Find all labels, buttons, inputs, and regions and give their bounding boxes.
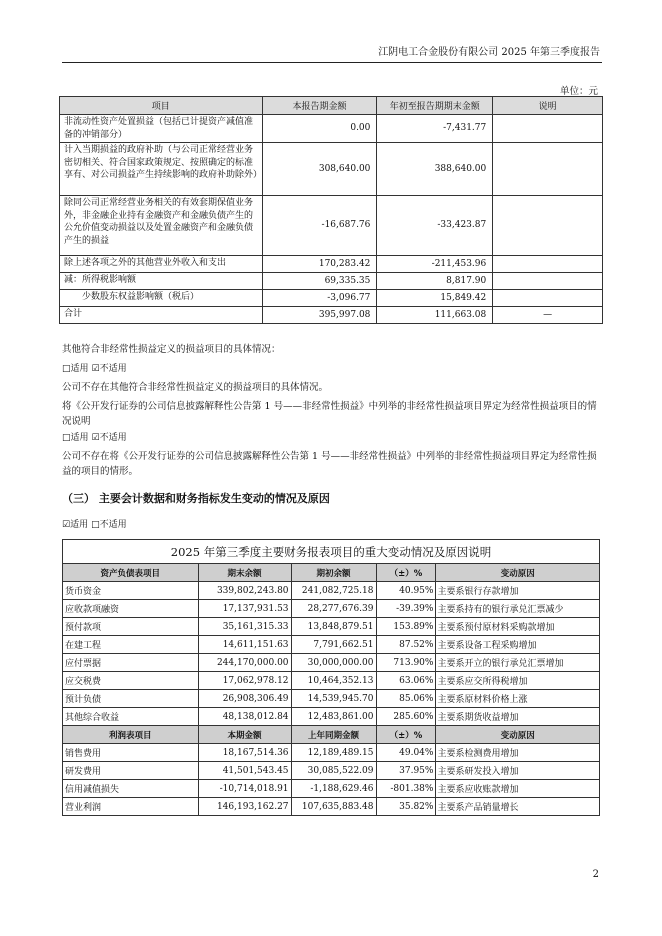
table-row xyxy=(60,273,603,290)
row-item: 在建工程 xyxy=(63,636,199,654)
column-header: 资产负债表项目 xyxy=(63,564,199,582)
table-caption-row xyxy=(63,540,600,564)
income-header-row xyxy=(63,726,600,744)
row-note xyxy=(493,290,603,307)
row-pct: 49.04% xyxy=(376,744,436,762)
table-row xyxy=(63,762,600,780)
row-begin: 28,277,676.39 xyxy=(291,600,376,618)
checkbox-not-applicable: ☑不适用 xyxy=(91,364,127,374)
row-current: 170,283.42 xyxy=(262,256,377,273)
row-ytd: -7,431.77 xyxy=(377,115,493,143)
table-row xyxy=(60,115,603,143)
row-item: 计入当期损益的政府补助（与公司正常经营业务密切相关、符合国家政策规定、按照确定的标准享有、对公司损益产生持续影响的政府补助除外） xyxy=(60,143,263,196)
applicability-choice xyxy=(62,361,602,377)
table-row xyxy=(63,582,600,600)
row-current: 18,167,514.36 xyxy=(198,744,291,762)
column-header: 期末余额 xyxy=(198,564,291,582)
table-row xyxy=(63,672,600,690)
row-reason: 主要系应收账款增加 xyxy=(436,780,600,798)
column-header: 利润表项目 xyxy=(63,726,199,744)
row-pct: 37.95% xyxy=(376,762,436,780)
row-note xyxy=(493,273,603,290)
applicability-choice xyxy=(62,430,602,446)
row-prior: 107,635,883.48 xyxy=(291,798,376,816)
row-pct: 713.90% xyxy=(376,654,436,672)
row-current: -16,687.76 xyxy=(262,196,377,256)
row-reason: 主要系产品销量增长 xyxy=(436,798,600,816)
checkbox-applicable: □适用 xyxy=(62,433,89,443)
column-header: 本期金额 xyxy=(198,726,291,744)
row-reason: 主要系应交所得税增加 xyxy=(436,672,600,690)
section-heading: （三） 主要会计数据和财务指标发生变动的情况及原因 xyxy=(62,492,330,505)
row-reason: 主要系开立的银行承兑汇票增加 xyxy=(436,654,600,672)
row-reason: 主要系期货收益增加 xyxy=(436,708,600,726)
row-note xyxy=(493,115,603,143)
major-changes-table xyxy=(62,539,600,816)
row-reason: 主要系银行存款增加 xyxy=(436,582,600,600)
table-row xyxy=(63,654,600,672)
table-row xyxy=(63,618,600,636)
row-current: -10,714,018.91 xyxy=(198,780,291,798)
row-begin: 14,539,945.70 xyxy=(291,690,376,708)
row-begin: 13,848,879.51 xyxy=(291,618,376,636)
row-begin: 241,082,725.18 xyxy=(291,582,376,600)
row-prior: -1,188,629.46 xyxy=(291,780,376,798)
row-item: 营业利润 xyxy=(63,798,199,816)
row-prior: 30,085,522.09 xyxy=(291,762,376,780)
row-pct: 63.06% xyxy=(376,672,436,690)
section-applicability xyxy=(62,517,602,533)
row-reason: 主要系预付原材料采购款增加 xyxy=(436,618,600,636)
row-item: 合计 xyxy=(60,307,263,324)
row-reason: 主要系原材料价格上涨 xyxy=(436,690,600,708)
page-number: 2 xyxy=(592,869,599,880)
balance-header-row xyxy=(63,564,600,582)
row-pct: -39.39% xyxy=(376,600,436,618)
column-header: 年初至报告期期末金额 xyxy=(377,97,493,115)
column-header: 期初余额 xyxy=(291,564,376,582)
row-reason: 主要系检测费用增加 xyxy=(436,744,600,762)
row-ytd: -33,423.87 xyxy=(377,196,493,256)
row-prior: 12,189,489.15 xyxy=(291,744,376,762)
row-item: 应交税费 xyxy=(63,672,199,690)
row-item: 少数股东权益影响额（税后） xyxy=(60,290,263,307)
table-row xyxy=(60,256,603,273)
row-end: 48,138,012.84 xyxy=(198,708,291,726)
table-row xyxy=(63,708,600,726)
row-note: — xyxy=(493,307,603,324)
row-item: 减：所得税影响额 xyxy=(60,273,263,290)
paragraph-other-items: 其他符合非经常性损益定义的损益项目的具体情况： xyxy=(62,344,281,355)
unit-label: 单位：元 xyxy=(559,86,598,97)
table-row xyxy=(60,290,603,307)
column-header: 项目 xyxy=(60,97,263,115)
row-ytd: 15,849.42 xyxy=(377,290,493,307)
row-reason: 主要系持有的银行承兑汇票减少 xyxy=(436,600,600,618)
checkbox-applicable: ☑适用 xyxy=(62,520,89,530)
row-item: 应付票据 xyxy=(63,654,199,672)
row-ytd: -211,453.96 xyxy=(377,256,493,273)
row-current: -3,096.77 xyxy=(262,290,377,307)
row-begin: 30,000,000.00 xyxy=(291,654,376,672)
checkbox-not-applicable: ☑不适用 xyxy=(91,433,127,443)
column-header: 本报告期金额 xyxy=(262,97,377,115)
report-header-title: 江阴电工合金股份有限公司 2025 年第三季度报告 xyxy=(378,47,600,58)
row-item: 销售费用 xyxy=(63,744,199,762)
row-reason: 主要系设备工程采购增加 xyxy=(436,636,600,654)
row-end: 244,170,000.00 xyxy=(198,654,291,672)
table-row xyxy=(63,600,600,618)
paragraph-reclassification-statement: 公司不存在将《公开发行证券的公司信息披露解释性公告第 1 号——非经常性损益》中列举的非经常性损益项目界定为经常性损益的项目的情形。 xyxy=(62,451,597,477)
row-begin: 12,483,861.00 xyxy=(291,708,376,726)
row-item: 除上述各项之外的其他营业外收入和支出 xyxy=(60,256,263,273)
row-note xyxy=(493,196,603,256)
row-pct: 35.82% xyxy=(376,798,436,816)
row-item: 预付款项 xyxy=(63,618,199,636)
row-current: 69,335.35 xyxy=(262,273,377,290)
checkbox-not-applicable: □不适用 xyxy=(91,520,127,530)
row-current: 395,997.08 xyxy=(262,307,377,324)
column-header: （±）% xyxy=(376,726,436,744)
row-pct: 153.89% xyxy=(376,618,436,636)
header-divider xyxy=(62,62,602,63)
row-item: 预计负债 xyxy=(63,690,199,708)
column-header: 变动原因 xyxy=(436,726,600,744)
paragraph-statement: 公司不存在其他符合非经常性损益定义的损益项目的具体情况。 xyxy=(62,382,329,393)
row-current: 41,501,543.45 xyxy=(198,762,291,780)
row-begin: 10,464,352.13 xyxy=(291,672,376,690)
row-end: 14,611,151.63 xyxy=(198,636,291,654)
row-current: 0.00 xyxy=(262,115,377,143)
row-note xyxy=(493,143,603,196)
paragraph-reclassification: 将《公开发行证券的公司信息披露解释性公告第 1 号——非经常性损益》中列举的非经常性损益项目界定为经常性损益项目的情况说明 xyxy=(62,401,597,427)
row-ytd: 8,817.90 xyxy=(377,273,493,290)
column-header: （±）% xyxy=(376,564,436,582)
row-pct: 40.95% xyxy=(376,582,436,600)
non-recurring-gains-table xyxy=(59,96,603,324)
table-row xyxy=(63,744,600,762)
row-ytd: 388,640.00 xyxy=(377,143,493,196)
row-pct: 85.06% xyxy=(376,690,436,708)
column-header: 变动原因 xyxy=(436,564,600,582)
row-item: 货币资金 xyxy=(63,582,199,600)
table-header-row xyxy=(60,97,603,115)
table-row xyxy=(60,196,603,256)
row-end: 35,161,315.33 xyxy=(198,618,291,636)
row-begin: 7,791,662.51 xyxy=(291,636,376,654)
table-total-row xyxy=(60,307,603,324)
row-note xyxy=(493,256,603,273)
table-caption: 2025 年第三季度主要财务报表项目的重大变动情况及原因说明 xyxy=(63,540,600,564)
row-item: 其他综合收益 xyxy=(63,708,199,726)
row-end: 17,062,978.12 xyxy=(198,672,291,690)
row-current: 146,193,162.27 xyxy=(198,798,291,816)
row-item: 应收款项融资 xyxy=(63,600,199,618)
row-item: 除同公司正常经营业务相关的有效套期保值业务外，非金融企业持有金融资产和金融负债产生的公允价值变动损益以及处置金融资产和金融负债产生的损益 xyxy=(60,196,263,256)
table-row xyxy=(60,143,603,196)
table-row xyxy=(63,780,600,798)
row-pct: 285.60% xyxy=(376,708,436,726)
row-item: 研发费用 xyxy=(63,762,199,780)
checkbox-applicable: □适用 xyxy=(62,364,89,374)
table-row xyxy=(63,690,600,708)
column-header: 上年同期金额 xyxy=(291,726,376,744)
row-reason: 主要系研发投入增加 xyxy=(436,762,600,780)
table-row xyxy=(63,798,600,816)
row-end: 17,137,931.53 xyxy=(198,600,291,618)
row-item: 非流动性资产处置损益（包括已计提资产减值准备的冲销部分） xyxy=(60,115,263,143)
row-ytd: 111,663.08 xyxy=(377,307,493,324)
row-item: 信用减值损失 xyxy=(63,780,199,798)
row-pct: -801.38% xyxy=(376,780,436,798)
row-end: 339,802,243.80 xyxy=(198,582,291,600)
row-end: 26,908,306.49 xyxy=(198,690,291,708)
row-current: 308,640.00 xyxy=(262,143,377,196)
table-row xyxy=(63,636,600,654)
row-pct: 87.52% xyxy=(376,636,436,654)
column-header: 说明 xyxy=(493,97,603,115)
